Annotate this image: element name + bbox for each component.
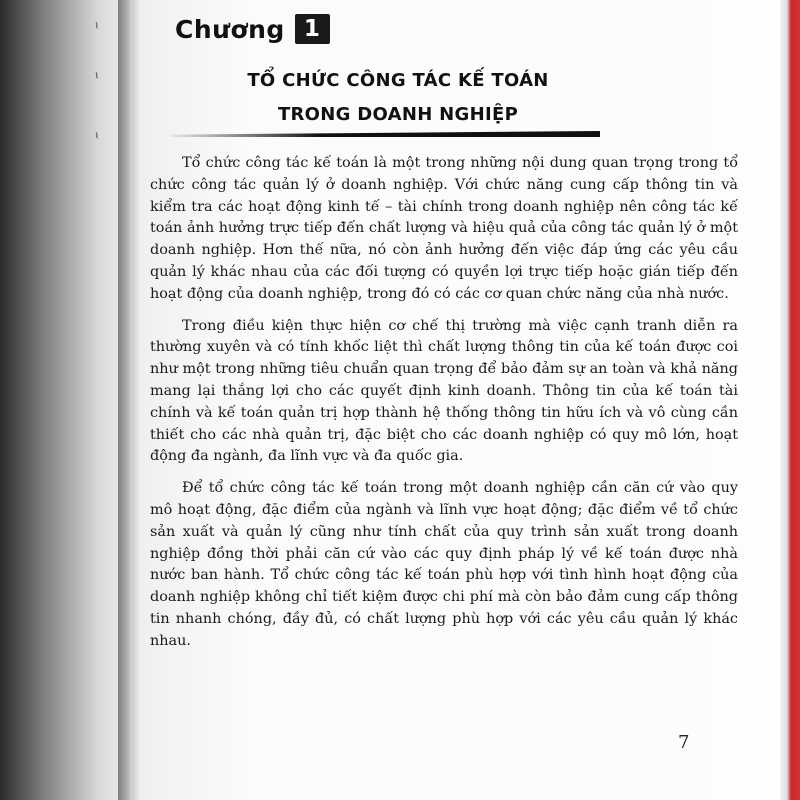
handwritten-mark: ~ [90, 70, 103, 81]
chapter-heading [175, 14, 330, 44]
handwritten-mark: ~ [90, 130, 103, 141]
page-number: 7 [678, 732, 690, 753]
left-page-edge [0, 0, 130, 800]
paragraph: Tổ chức công tác kế toán là một trong những nội dung quan trọng trong tổ chức công tác quản lý ở doanh nghiệp. Với chức năng cung cấp thông tin và kiểm tra các hoạt động kinh tế – tài chính trong doanh nghiệp nên công tác kế toán ảnh hưởng trực tiếp đến chất lượng và hiệu quả của công tác quản lý ở một doanh nghiệp. Hơn thế nữa, nó còn ảnh hưởng đến việc đáp ứng các yêu cầu quản lý khác nhau của các đối tượng có quyền lợi trực tiếp hoặc gián tiếp đến hoạt động của doanh nghiệp, trong đó có các cơ quan chức năng của nhà nước. [150, 155, 738, 302]
right-page-edge [780, 0, 800, 800]
chapter-title-line-2: TRONG DOANH NGHIỆP [277, 104, 519, 125]
body-text [150, 153, 738, 663]
chapter-number-badge: 1 [295, 14, 330, 44]
spine-shadow [118, 0, 140, 800]
chapter-title-line-1: TỔ CHỨC CÔNG TÁC KẾ TOÁN [247, 70, 549, 91]
paragraph: Để tổ chức công tác kế toán trong một doanh nghiệp cần căn cứ vào quy mô hoạt động, đặc điểm của ngành và lĩnh vực hoạt động; đặc điểm về tổ chức sản xuất và quản lý cũng như tính chất của quy trình sản xuất trong doanh nghiệp đồng thời phải căn cứ vào các quy định pháp lý về kế toán được nhà nước ban hành. Tổ chức công tác kế toán phù hợp với tình hình hoạt động của doanh nghiệp không chỉ tiết kiệm được chi phí mà còn bảo đảm cung cấp thông tin nhanh chóng, đầy đủ, có chất lượng phù hợp với các yêu cầu quản lý khác nhau. [150, 480, 738, 649]
chapter-word: Chương [175, 14, 285, 44]
paragraph: Trong điều kiện thực hiện cơ chế thị trường mà việc cạnh tranh diễn ra thường xuyên và có tính khốc liệt thì chất lượng thông tin của kế toán được coi như một trong những tiêu chuẩn quan trọng để bảo đảm sự an toàn và khả năng mang lại thắng lợi cho các quyết định kinh doanh. Thông tin của kế toán tài chính và kế toán quản trị hợp thành hệ thống thông tin hữu ích và vô cùng cần thiết cho các nhà quản trị, đặc biệt cho các doanh nghiệp có quy mô lớn, hoạt động đa ngành, đa lĩnh vực và đa quốc gia. [150, 317, 738, 465]
handwritten-mark: ~ [90, 20, 103, 31]
